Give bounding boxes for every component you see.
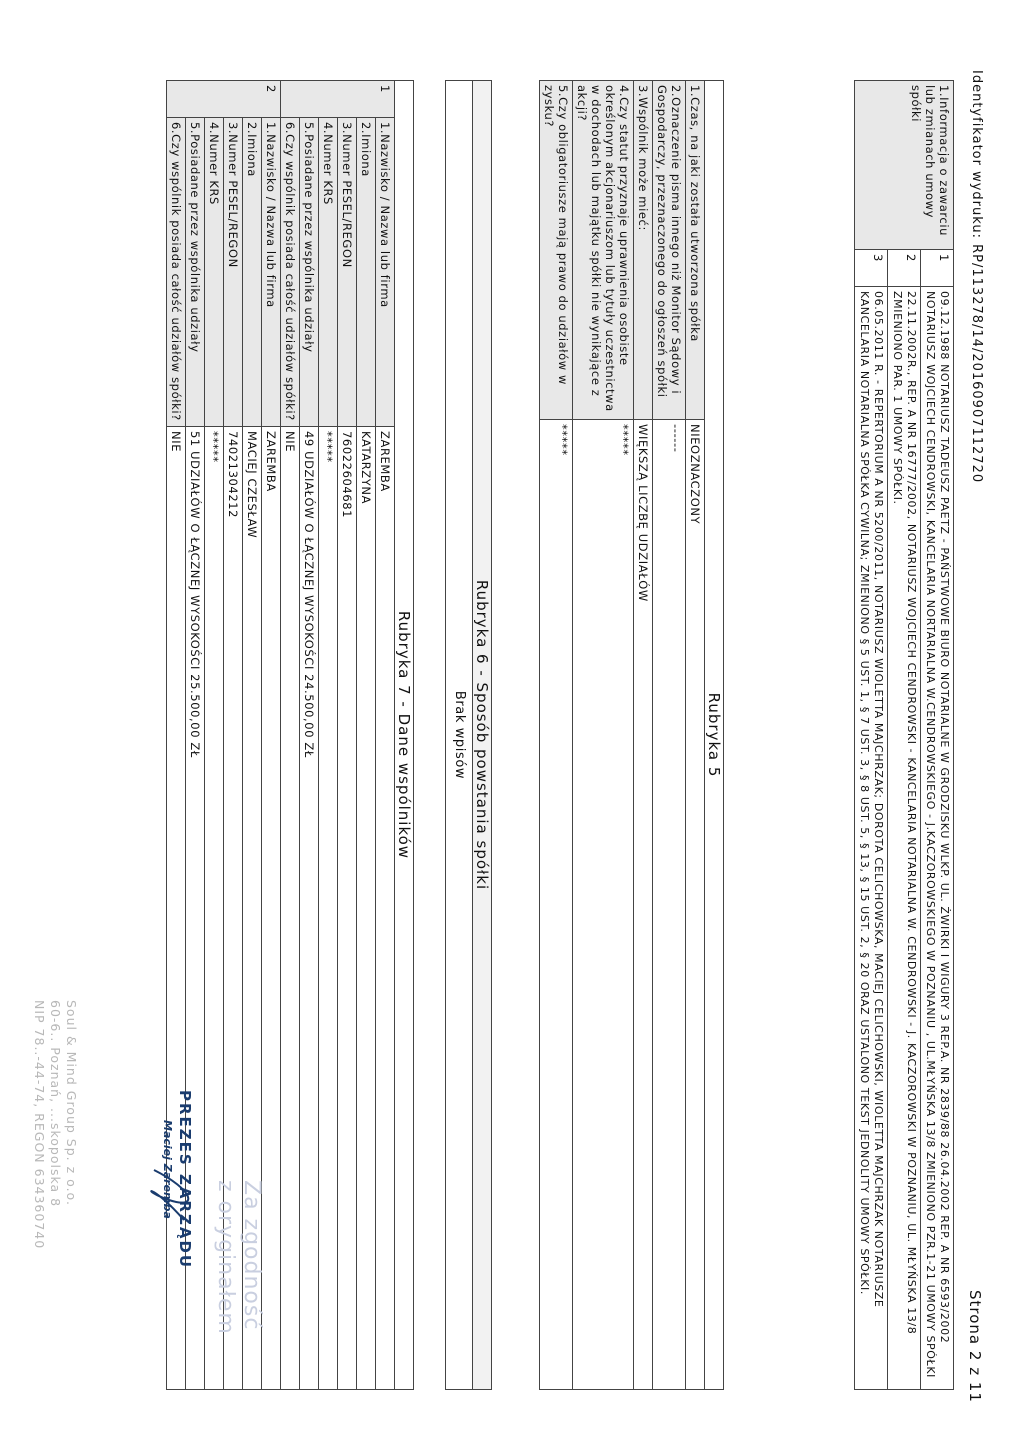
field-label: 2.Imiona bbox=[243, 118, 262, 427]
contract-entry-text: 06.05.2011 R. - REPERTORIUM A NR 5200/2011, NOTARIUSZ WIOLETTA MAJCHRZAK; DOROTA CELICHOWSKA, MACIEJ CELICHOWSKI, WIOLETTA MAJCHRZAK NOTARIUSZE KANCELARIA NOTARIALNA SPÓŁKA CYWILNA; ZMIENIONO § 5 UST. 1, § 7 UST. 3, § 8 UST. 5, § 13, § 15 UST. 2, § 20 ORAZ USTALONO TEKST JEDNOLITY UMOWY SPÓŁKI. bbox=[855, 287, 888, 1390]
field-value: ***** bbox=[205, 427, 224, 1390]
field-value: MACIEJ CZESŁAW bbox=[243, 427, 262, 1390]
field-value: ZAREMBA bbox=[262, 427, 281, 1390]
field-label: 4.Numer KRS bbox=[205, 118, 224, 427]
stamp-line: z oryginałem bbox=[213, 1180, 238, 1335]
entry-number: 1 bbox=[921, 250, 954, 287]
field-label: 6.Czy wspólnik posiada całość udziałów spółki? bbox=[281, 118, 300, 427]
field-value: 51 UDZIAŁÓW O ŁĄCZNEJ WYSOKOŚCI 25.500,00 ZŁ bbox=[186, 427, 205, 1390]
field-value: NIE bbox=[281, 427, 300, 1390]
field-value: 49 UDZIAŁÓW O ŁĄCZNEJ WYSOKOŚCI 24.500,00 ZŁ bbox=[300, 427, 319, 1390]
field-label: 3.Numer PESEL/REGON bbox=[338, 118, 357, 427]
field-value: ***** bbox=[540, 420, 573, 1390]
contract-info-table bbox=[854, 80, 954, 1390]
field-label: 2.Imiona bbox=[357, 118, 376, 427]
certification-stamp bbox=[212, 1180, 264, 1335]
field-label: 6.Czy wspólnik posiada całość udziałów spółki? bbox=[167, 118, 186, 427]
field-value: KATARZYNA bbox=[357, 427, 376, 1390]
entry-number: 3 bbox=[855, 250, 888, 287]
company-stamp bbox=[31, 1000, 79, 1249]
rubryka6-table bbox=[445, 80, 492, 1390]
field-value: WIĘKSZĄ LICZBĘ UDZIAŁÓW bbox=[634, 420, 653, 1390]
print-identifier: Identyfikator wydruku: RP/113278/14/20160907112720 bbox=[969, 70, 984, 484]
rubryka7-title: Rubryka 7 - Dane wspólników bbox=[395, 81, 414, 1390]
field-label: 3.Numer PESEL/REGON bbox=[224, 118, 243, 427]
partner-number: 2 bbox=[167, 81, 281, 118]
stamp-line: NIP 78..-44-74, REGON 634360740 bbox=[32, 1000, 47, 1250]
field-value: ------ bbox=[653, 420, 686, 1390]
stamp-line: Za zgodność bbox=[239, 1180, 264, 1331]
field-label: 1.Nazwisko / Nazwa lub firma bbox=[376, 118, 395, 427]
field-label: 1.Nazwisko / Nazwa lub firma bbox=[262, 118, 281, 427]
field-label: 5.Posiadane przez wspólnika udziały bbox=[300, 118, 319, 427]
field-value: NIE bbox=[167, 427, 186, 1390]
stamp-line: Soul & Mind Group Sp. z o.o. bbox=[64, 1000, 79, 1206]
field-value: 74021304212 bbox=[224, 427, 243, 1390]
no-entries-text: Brak wpisów bbox=[446, 81, 473, 1390]
field-value: ***** bbox=[573, 420, 634, 1390]
field-label: 1.Czas, na jaki została utworzona spółka bbox=[686, 81, 705, 420]
field-label: 2.Oznaczenie pisma innego niż Monitor Sądowy i Gospodarczy, przeznaczonego do ogłoszeń spółki bbox=[653, 81, 686, 420]
field-value: NIEOZNACZONY bbox=[686, 420, 705, 1390]
contract-entry-text: 09.12.1988 NOTARIUSZ TADEUSZ PAETZ - PAŃSTWOWE BIURO NOTARIALNE W GRODZISKU WLKP. UL. ŻWIRKI I WIGURY 3 REP.A. NR 2839/88 26.04.2002 REP. A NR 6593/2002 NOTARIUSZ WOJCIECH CENDROWSKI, KANCELARIA NORTARIALNA W.CENDROWSKIEGO - J.KACZOROWSKIEGO W POZNANIU , UL.MŁYŃSKA 13/8 ZMIENIONO PZR.1-21 UMOWY SPÓŁKI bbox=[921, 287, 954, 1390]
contract-info-label: 1.Informacja o zawarciu lub zmianach umowy spółki bbox=[855, 81, 954, 250]
field-label: 4.Czy statut przyznaje uprawnienia osobiste określonym akcjonariuszom lub tytuły uczestnictwa w dochodach lub majątku spółki nie wynikające z akcji? bbox=[573, 81, 634, 420]
field-label: 4.Numer KRS bbox=[319, 118, 338, 427]
rubryka5-table bbox=[539, 80, 724, 1390]
field-label: 3.Wspólnik może mieć: bbox=[634, 81, 653, 420]
partner-number: 1 bbox=[281, 81, 395, 118]
field-label: 5.Posiadane przez wspólnika udziały bbox=[186, 118, 205, 427]
entry-number: 2 bbox=[888, 250, 921, 287]
stamp-line: 60-6.. Poznań, ...skopolska 8 bbox=[48, 1000, 63, 1208]
page-number: Strona 2 z 11 bbox=[966, 1290, 984, 1403]
rubryka5-title: Rubryka 5 bbox=[705, 81, 724, 1390]
signature-name: Maciej Zaremba bbox=[161, 1120, 174, 1219]
field-value: 76022604681 bbox=[338, 427, 357, 1390]
rubryka6-title: Rubryka 6 - Sposób powstania spółki bbox=[473, 81, 492, 1390]
field-label: 5.Czy obligatoriusze mają prawo do udziałów w zysku? bbox=[540, 81, 573, 420]
contract-entry-text: 22.11.2002R., REP. A NR 16777/2002, NOTARIUSZ WOJCIECH CENDROWSKI - KANCELARIA NOTARIALNA W. CENDROWSKI - J. KACZOROWSKI W POZNANIU, UL. MŁYŃSKA 13/8 ZMIENIONO PAR. 1 UMOWY SPÓŁKI. bbox=[888, 287, 921, 1390]
signature-title: PREZES ZARZĄDU bbox=[176, 1090, 194, 1270]
handwritten-signature bbox=[144, 1160, 204, 1230]
field-value: ZAREMBA bbox=[376, 427, 395, 1390]
field-value: ***** bbox=[319, 427, 338, 1390]
